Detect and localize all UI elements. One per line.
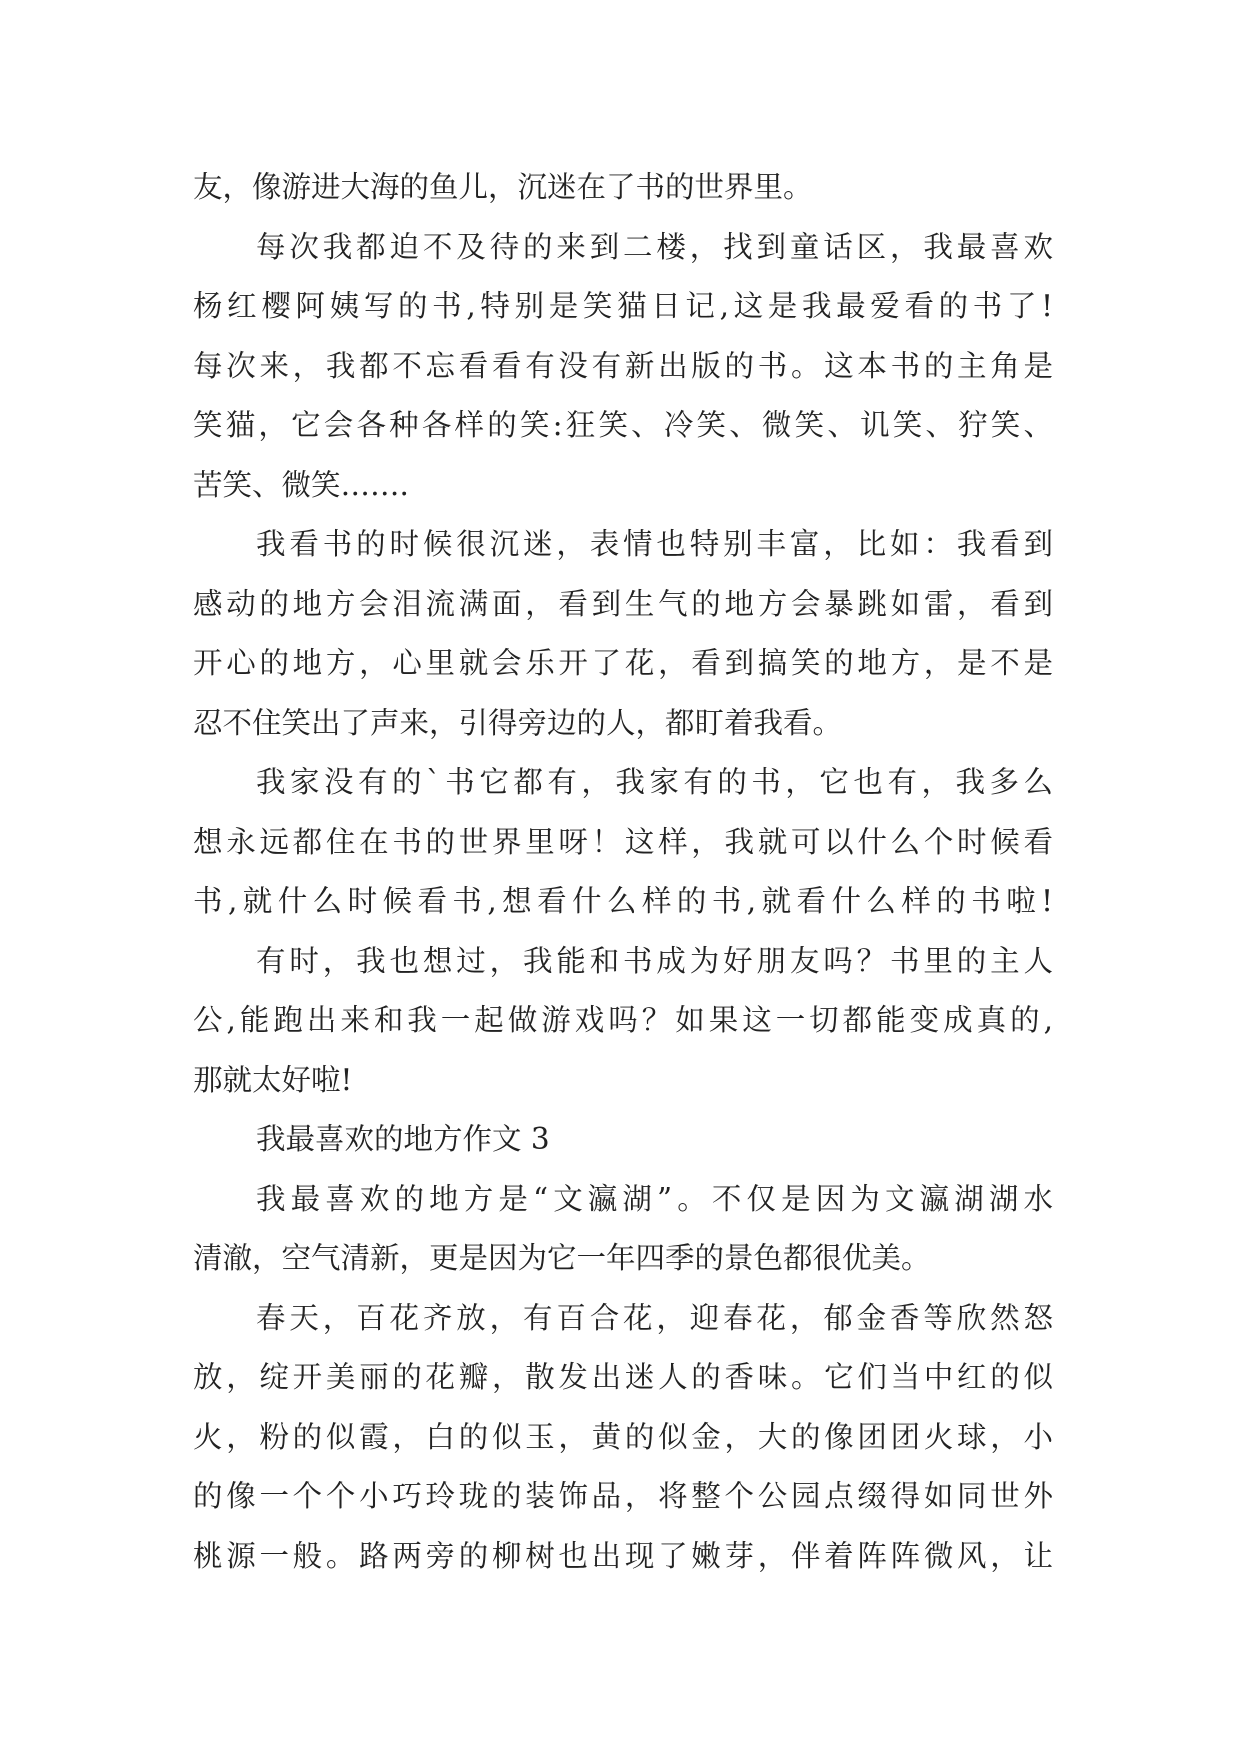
text-line: 的像一个个小巧玲珑的装饰品，将整个公园点缀得如同世外 xyxy=(193,1479,1053,1513)
text-line: 放，绽开美丽的花瓣，散发出迷人的香味。它们当中红的似 xyxy=(193,1360,1053,1394)
text-line: 苦笑、微笑……. xyxy=(193,467,409,502)
paragraph-start-line: 每次我都迫不及待的来到二楼，找到童话区，我最喜欢 xyxy=(256,229,1053,264)
text-line: 笑猫，它会各种各样的笑:狂笑、冷笑、微笑、讥笑、狞笑、 xyxy=(193,408,1053,442)
text-line: 忍不住笑出了声来，引得旁边的人，都盯着我看。 xyxy=(193,705,843,740)
paragraph-start-line: 我家没有的`书它都有，我家有的书，它也有，我多么 xyxy=(256,765,1053,799)
text-line: 公,能跑出来和我一起做游戏吗？如果这一切都能变成真的, xyxy=(193,1003,1053,1037)
text-line: 火，粉的似霞，白的似玉，黄的似金，大的像团团火球，小 xyxy=(193,1419,1053,1454)
text-line: 友，像游进大海的鱼儿，沉迷在了书的世界里。 xyxy=(193,170,813,204)
text-line: 开心的地方，心里就会乐开了花，看到搞笑的地方，是不是 xyxy=(193,646,1053,680)
text-line: 每次来，我都不忘看看有没有新出版的书。这本书的主角是 xyxy=(193,348,1053,383)
text-line: 桃源一般。路两旁的柳树也出现了嫩芽，伴着阵阵微风，让 xyxy=(193,1538,1053,1573)
text-line: 想永远都住在书的世界里呀！这样，我就可以什么个时候看 xyxy=(193,824,1053,859)
text-line: 那就太好啦! xyxy=(193,1062,353,1097)
text-line: 杨红樱阿姨写的书,特别是笑猫日记,这是我最爱看的书了! xyxy=(193,289,1053,323)
text-line: 书,就什么时候看书,想看什么样的书,就看什么样的书啦! xyxy=(193,884,1053,918)
section-heading: 我最喜欢的地方作文 3 xyxy=(256,1122,550,1156)
text-line: 清澈，空气清新，更是因为它一年四季的景色都很优美。 xyxy=(193,1241,931,1275)
essay-body xyxy=(193,158,1053,1586)
paragraph-start-line: 春天，百花齐放，有百合花，迎春花，郁金香等欣然怒 xyxy=(256,1300,1053,1335)
text-line: 感动的地方会泪流满面，看到生气的地方会暴跳如雷，看到 xyxy=(193,586,1053,621)
paragraph-start-line: 我看书的时候很沉迷，表情也特别丰富，比如：我看到 xyxy=(256,527,1053,561)
paragraph-start-line: 有时，我也想过，我能和书成为好朋友吗？书里的主人 xyxy=(256,943,1053,978)
paragraph-start-line: 我最喜欢的地方是“文瀛湖”。不仅是因为文瀛湖湖水 xyxy=(256,1181,1053,1216)
